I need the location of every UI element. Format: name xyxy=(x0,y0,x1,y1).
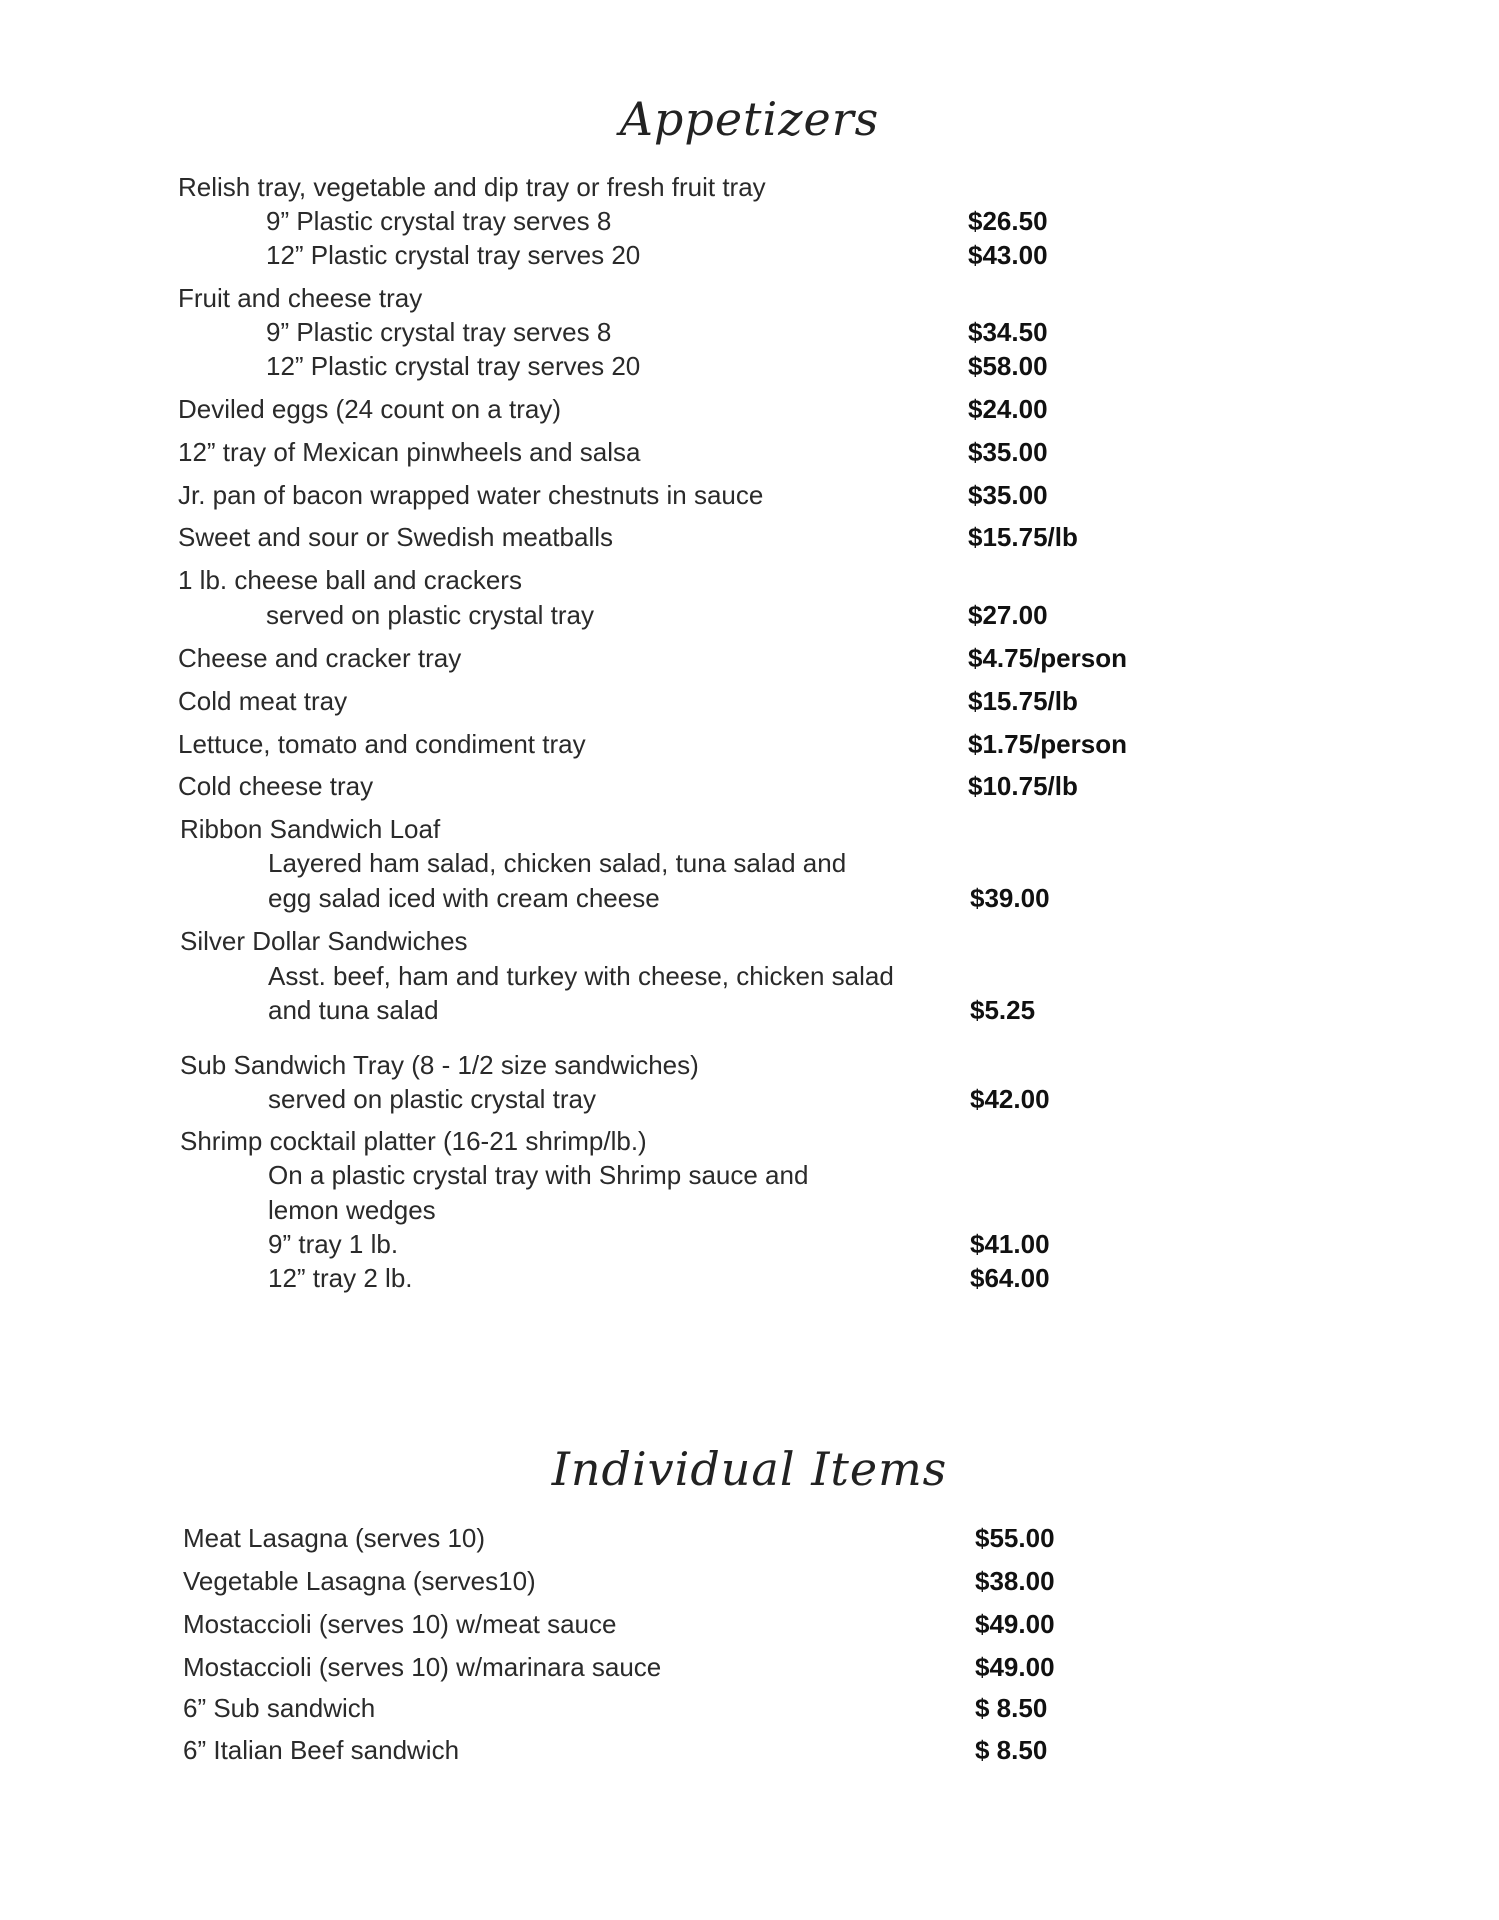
cheese-cracker-price: $4.75/person xyxy=(968,643,1127,673)
relish-option-12in: 12” Plastic crystal tray serves 20 xyxy=(266,240,641,270)
list-item: Mostaccioli (serves 10) w/marinara sauce xyxy=(183,1652,662,1682)
lettuce-tray-name: Lettuce, tomato and condiment tray xyxy=(178,729,586,759)
cheese-ball-name: 1 lb. cheese ball and crackers xyxy=(178,565,522,595)
shrimp-price-9in: $41.00 xyxy=(970,1229,1050,1259)
shrimp-option-12in: 12” tray 2 lb. xyxy=(268,1263,413,1293)
shrimp-option-9in: 9” tray 1 lb. xyxy=(268,1229,399,1259)
cheese-cracker-name: Cheese and cracker tray xyxy=(178,643,462,673)
silver-dollar-price: $5.25 xyxy=(970,995,1036,1025)
list-item-price: $38.00 xyxy=(975,1566,1055,1596)
list-item-price: $ 8.50 xyxy=(975,1735,1048,1765)
fruit-cheese-option-12in: 12” Plastic crystal tray serves 20 xyxy=(266,351,641,381)
fruit-cheese-name: Fruit and cheese tray xyxy=(178,283,423,313)
deviled-eggs-name: Deviled eggs (24 count on a tray) xyxy=(178,394,561,424)
pinwheels-name: 12” tray of Mexican pinwheels and salsa xyxy=(178,437,641,467)
cold-cheese-price: $10.75/lb xyxy=(968,771,1078,801)
list-item: Vegetable Lasagna (serves10) xyxy=(183,1566,536,1596)
list-item-price: $49.00 xyxy=(975,1652,1055,1682)
list-item-price: $55.00 xyxy=(975,1523,1055,1553)
deviled-eggs-price: $24.00 xyxy=(968,394,1048,424)
list-item-price: $49.00 xyxy=(975,1609,1055,1639)
shrimp-platter-name: Shrimp cocktail platter (16-21 shrimp/lb.) xyxy=(180,1126,647,1156)
shrimp-platter-desc-1: On a plastic crystal tray with Shrimp sauce and xyxy=(268,1160,809,1190)
cheese-ball-price: $27.00 xyxy=(968,600,1048,630)
fruit-cheese-price-9in: $34.50 xyxy=(968,317,1048,347)
ribbon-loaf-price: $39.00 xyxy=(970,883,1050,913)
silver-dollar-desc-1: Asst. beef, ham and turkey with cheese, chicken salad xyxy=(268,961,894,991)
list-item-price: $ 8.50 xyxy=(975,1693,1048,1723)
relish-price-9in: $26.50 xyxy=(968,206,1048,236)
sub-tray-price: $42.00 xyxy=(970,1084,1050,1114)
cold-cheese-name: Cold cheese tray xyxy=(178,771,374,801)
chestnuts-name: Jr. pan of bacon wrapped water chestnuts in sauce xyxy=(178,480,764,510)
ribbon-loaf-desc-1: Layered ham salad, chicken salad, tuna salad and xyxy=(268,848,847,878)
chestnuts-price: $35.00 xyxy=(968,480,1048,510)
individual-items-heading: Individual Items xyxy=(551,1442,948,1496)
silver-dollar-name: Silver Dollar Sandwiches xyxy=(180,926,468,956)
silver-dollar-desc-2: and tuna salad xyxy=(268,995,439,1025)
list-item: Mostaccioli (serves 10) w/meat sauce xyxy=(183,1609,617,1639)
relish-tray-name: Relish tray, vegetable and dip tray or fresh fruit tray xyxy=(178,172,766,202)
meatballs-price: $15.75/lb xyxy=(968,522,1078,552)
list-item: 6” Italian Beef sandwich xyxy=(183,1735,460,1765)
relish-price-12in: $43.00 xyxy=(968,240,1048,270)
sub-tray-desc: served on plastic crystal tray xyxy=(268,1084,597,1114)
fruit-cheese-price-12in: $58.00 xyxy=(968,351,1048,381)
list-item: Meat Lasagna (serves 10) xyxy=(183,1523,486,1553)
fruit-cheese-option-9in: 9” Plastic crystal tray serves 8 xyxy=(266,317,612,347)
relish-option-9in: 9” Plastic crystal tray serves 8 xyxy=(266,206,612,236)
cold-meat-price: $15.75/lb xyxy=(968,686,1078,716)
meatballs-name: Sweet and sour or Swedish meatballs xyxy=(178,522,614,552)
shrimp-price-12in: $64.00 xyxy=(970,1263,1050,1293)
lettuce-tray-price: $1.75/person xyxy=(968,729,1127,759)
shrimp-platter-desc-2: lemon wedges xyxy=(268,1195,436,1225)
cheese-ball-desc: served on plastic crystal tray xyxy=(266,600,595,630)
ribbon-loaf-name: Ribbon Sandwich Loaf xyxy=(180,814,441,844)
pinwheels-price: $35.00 xyxy=(968,437,1048,467)
ribbon-loaf-desc-2: egg salad iced with cream cheese xyxy=(268,883,660,913)
appetizers-heading: Appetizers xyxy=(619,92,880,146)
cold-meat-name: Cold meat tray xyxy=(178,686,348,716)
sub-tray-name: Sub Sandwich Tray (8 - 1/2 size sandwiches) xyxy=(180,1050,699,1080)
list-item: 6” Sub sandwich xyxy=(183,1693,376,1723)
